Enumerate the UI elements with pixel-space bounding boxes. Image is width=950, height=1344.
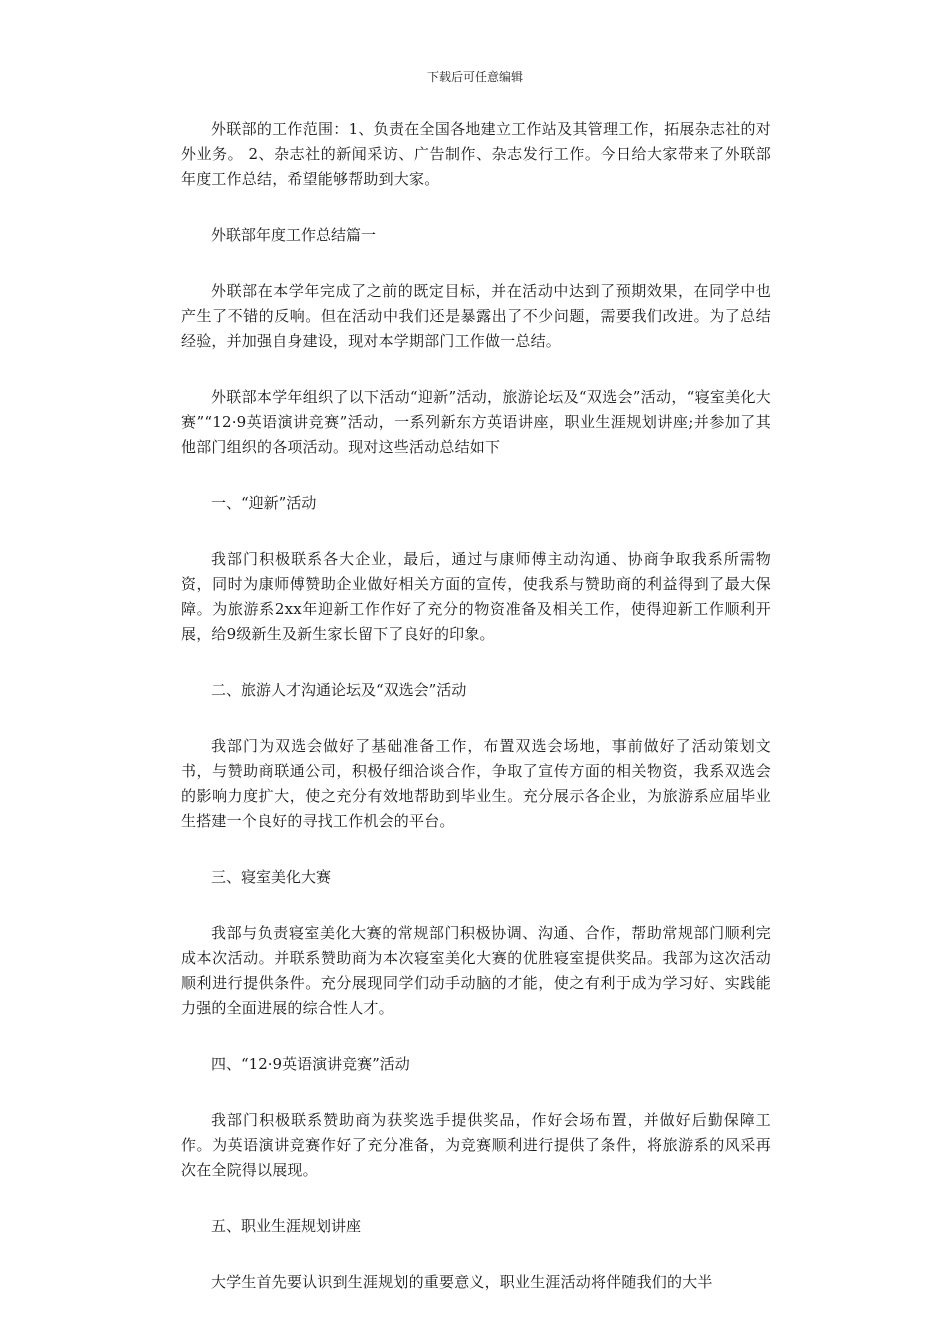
paragraph-7: 大学生首先要认识到生涯规划的重要意义，职业生涯活动将伴随我们的大半 <box>211 1273 713 1291</box>
section-heading-3: 三、寝室美化大赛 <box>211 868 332 886</box>
document-body <box>181 117 771 1326</box>
paragraph-3: 我部门积极联系各大企业，最后，通过与康师傅主动沟通、协商争取我系所需物资，同时为康师傅赞助企业做好相关方面的宣传，使我系与赞助商的利益得到了最大保障。为旅游系2xx年迎新工作作好了充分的物资准备及相关工作，使得迎新工作顺利开展，给9级新生及新生家长留下了良好的印象。 <box>181 550 771 643</box>
paragraph-1: 外联部在本学年完成了之前的既定目标，并在活动中达到了预期效果，在同学中也产生了不错的反响。但在活动中我们还是暴露出了不少问题，需要我们改进。为了总结经验，并加强自身建设，现对本学期部门工作做一总结。 <box>181 282 771 350</box>
paragraph-4: 我部门为双选会做好了基础准备工作，布置双选会场地，事前做好了活动策划文书，与赞助商联通公司，积极仔细洽谈合作，争取了宣传方面的相关物资，我系双选会的影响力度扩大，使之充分有效地帮助到毕业生。充分展示各企业，为旅游系应届毕业生搭建一个良好的寻找工作机会的平台。 <box>181 737 771 830</box>
paragraph-5: 我部与负责寝室美化大赛的常规部门积极协调、沟通、合作，帮助常规部门顺利完成本次活动。并联系赞助商为本次寝室美化大赛的优胜寝室提供奖品。我部为这次活动顺利进行提供条件。充分展现同学们动手动脑的才能，使之有利于成为学习好、实践能力强的全面进展的综合性人才。 <box>181 924 771 1017</box>
section-heading-2: 二、旅游人才沟通论坛及“双选会”活动 <box>211 681 467 699</box>
paragraph-2: 外联部本学年组织了以下活动“迎新”活动，旅游论坛及“双选会”活动，“寝室美化大赛”“12·9英语演讲竞赛”活动，一系列新东方英语讲座，职业生涯规划讲座;并参加了其他部门组织的各项活动。现对这些活动总结如下 <box>181 388 771 456</box>
page-header: 下载后可任意编辑 <box>426 70 523 84</box>
section-heading-4: 四、“12·9英语演讲竞赛”活动 <box>211 1055 410 1073</box>
section-heading-1: 一、“迎新”活动 <box>211 494 317 512</box>
document-title: 外联部年度工作总结篇一 <box>211 226 377 244</box>
section-heading-5: 五、职业生涯规划讲座 <box>211 1217 362 1235</box>
intro-paragraph: 外联部的工作范围：1、负责在全国各地建立工作站及其管理工作，拓展杂志社的对外业务。 2、杂志社的新闻采访、广告制作、杂志发行工作。今日给大家带来了外联部年度工作总结，希望能够帮助到大家。 <box>181 120 771 188</box>
paragraph-6: 我部门积极联系赞助商为获奖选手提供奖品，作好会场布置，并做好后勤保障工作。为英语演讲竞赛作好了充分准备，为竞赛顺利进行提供了条件，将旅游系的风采再次在全院得以展现。 <box>181 1111 771 1179</box>
